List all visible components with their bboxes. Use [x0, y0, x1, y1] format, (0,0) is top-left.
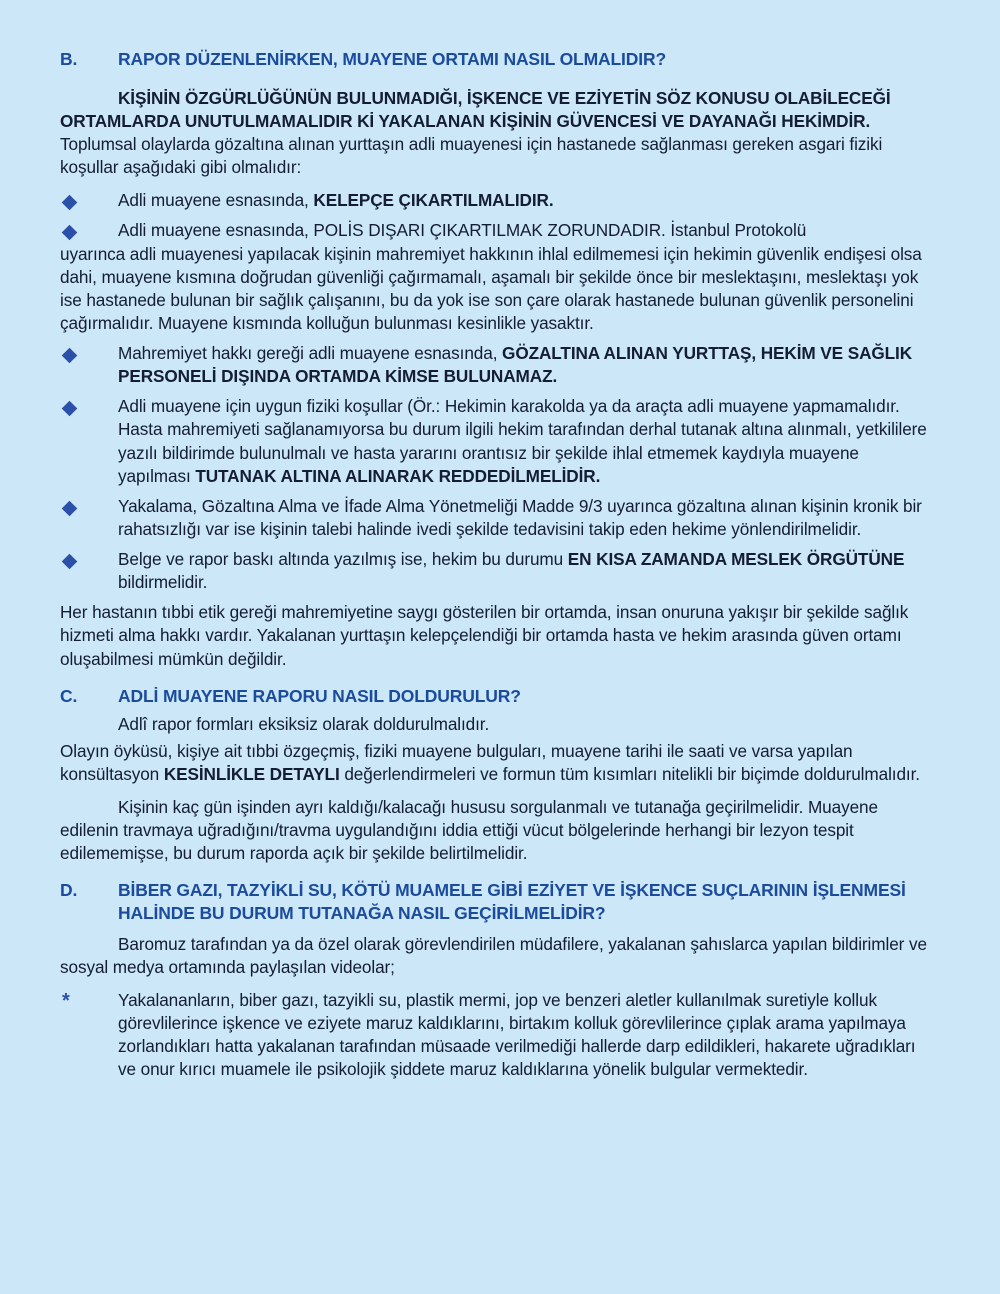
bullet-2-text: Adli muayene esnasında, POLİS DIŞARI ÇIKARTILMAK ZORUNDADIR. İstanbul Protokolü: [118, 220, 807, 241]
section-title-b: RAPOR DÜZENLENİRKEN, MUAYENE ORTAMI NASIL OLMALIDIR?: [118, 49, 666, 69]
bullet-4-text: Adli muayene için uygun fiziki koşullar (Ör.: Hekimin karakolda ya da araçta adli muayene yapmamalıdır. Hasta mahremiyeti sağlanamıyorsa bu durum ilgili hekim tarafından derhal tutanak altına alınmalı, yetkililere yazılı bildirimde bulunulmalı ve hasta yararını orantısız bir şekilde ihlal etmemek kaydıyla muayene yapılması: [118, 396, 927, 486]
section-c-paragraph-1: Adlî rapor formları eksiksiz olarak doldurulmalıdır.: [118, 714, 490, 735]
section-c-paragraph-2: [60, 740, 932, 786]
bullet-1-bold: KELEPÇE ÇIKARTILMALIDIR.: [313, 190, 554, 211]
bullet-6-bold: EN KISA ZAMANDA MESLEK ÖRGÜTÜNE: [567, 549, 905, 569]
diamond-bullet-icon: [62, 195, 78, 211]
spacer: [60, 982, 932, 989]
section-d-star-bullet-text: Yakalananların, biber gazı, tazyikli su, plastik mermi, jop ve benzeri aletler kullanılmak suretiyle kolluk görevlilerince işkence ve eziyete maruz kaldıklarını, birtakım kolluk görevlilerince çıplak arama yapılmaya zorlandıkları hatta yakalanan tarafından müsaade verilmediği hallerde darp edildikleri, hakarete uğradıkları ve onur kırıcı muamele ile psikolojik şiddete maruz kaldıklarına yönelik bulgular vermektedir.: [118, 989, 916, 1080]
diamond-bullet-icon: [62, 554, 78, 570]
diamond-bullet-icon: [62, 401, 78, 417]
list-item: [60, 395, 932, 488]
asterisk-bullet-icon: *: [62, 989, 70, 1012]
bullet-6-after: bildirmelidir.: [118, 572, 208, 593]
list-item: [60, 548, 932, 594]
section-marker-c: C.: [60, 685, 78, 706]
list-item: [60, 342, 932, 388]
bullet-1-text: Adli muayene esnasında,: [118, 190, 314, 211]
section-c-paragraph-2-post: değerlendirmeleri ve formun tüm kısımları nitelikli bir biçimde doldurulmalıdır.: [339, 763, 920, 784]
section-c-paragraph-2-pre: Olayın öyküsü, kişiye ait tıbbi özgeçmiş, fiziki muayene bulguları, muayene tarihi ile saati ve varsa yapılan konsültasyon: [60, 740, 853, 784]
bullet-3-bold: GÖZALTINA ALINAN YURTTAŞ, HEKİM VE SAĞLIK PERSONELİ DIŞINDA ORTAMDA KİMSE BULUNAMAZ.: [118, 343, 913, 387]
diamond-bullet-icon: [62, 348, 78, 364]
bullet-5-text: Yakalama, Gözaltına Alma ve İfade Alma Yönetmeliği Madde 9/3 uyarınca gözaltına alınan kişinin kronik bir rahatsızlığı var ise kişinin talebi halinde ivedi şekilde tedavisini takip eden hekime yönlendirilmelidir.: [118, 495, 922, 539]
diamond-bullet-icon: [62, 225, 78, 241]
section-b-intro-paragraph: [60, 87, 932, 180]
list-item: [60, 495, 932, 541]
bullet-4-bold: TUTANAK ALTINA ALINARAK REDDEDİLMELİDİR.: [195, 465, 601, 486]
spacer: [60, 182, 932, 189]
list-item: [60, 219, 932, 335]
section-b-closing-paragraph: Her hastanın tıbbi etik gereği mahremiyetine saygı gösterilen bir ortamda, insan onuruna yakışır bir şekilde sağlık hizmeti alma hakkı vardır. Yakalanan yurttaşın kelepçelendiği bir ortamda hasta ve hekim arasında güven ortamı oluşabilmesi mümkün değildir.: [60, 602, 909, 669]
section-c-paragraph-3: Kişinin kaç gün işinden ayrı kaldığı/kalacağı hususu sorgulanmalı ve tutanağa geçirilmelidir. Muayene edilenin travmaya uğradığını/travma uygulandığını iddia ettiği vücut bölgelerinde herhangi bir lezyon tespit edilememişse, bu durum raporda açık bir şekilde belirtilmelidir.: [60, 796, 878, 863]
bullet-3-text: Mahremiyet hakkı gereği adli muayene esnasında,: [118, 343, 503, 363]
section-heading-c: [60, 685, 932, 708]
bullet-2-continuation: uyarınca adli muayenesi yapılacak kişinin mahremiyet hakkının ihlal edilmemesi için hekimin güvenlik endişesi olsa dahi, muayene kısmına doğrudan güvenliği çağırmamalı, aşamalı bir şekilde önce bir meslektaşını, meslektaşı yok ise hastanede bulunan bir sağlık çalışanını, bu da yok ise son çare olarak hastanede bulunan güvenlik personelini çağırmalıdır. Muayene kısmında kolluğun bulunması kesinlikle yasaktır.: [60, 243, 922, 333]
bullet-6-text: Belge ve rapor baskı altında yazılmış ise, hekim bu durumu: [118, 549, 568, 569]
section-heading-d: [60, 879, 932, 925]
section-marker-d: D.: [60, 880, 78, 901]
section-c-paragraph-2-bold: KESİNLİKLE DETAYLI: [163, 763, 340, 784]
section-b-intro-bold: KİŞİNİN ÖZGÜRLÜĞÜNÜN BULUNMADIĞI, İŞKENCE VE EZİYETİN SÖZ KONUSU OLABİLECEĞİ ORTAMLARDA UNUTULMAMALIDIR Kİ YAKALANAN KİŞİNİN GÜVENCESİ VE DAYANAĞI HEKİMDİR.: [60, 87, 891, 131]
spacer: [60, 789, 932, 796]
list-item: [60, 989, 932, 1082]
section-title-d: BİBER GAZI, TAZYİKLİ SU, KÖTÜ MUAMELE GİBİ EZİYET VE İŞKENCE SUÇLARININ İŞLENMESİ HALİNDE BU DURUM TUTANAĞA NASIL GEÇİRİLMELİDİR?: [118, 880, 906, 923]
section-d-paragraph-1: Baromuz tarafından ya da özel olarak görevlendirilen müdafilere, yakalanan şahıslarca yapılan bildirimler ve sosyal medya ortamında paylaşılan videolar;: [60, 933, 927, 977]
section-b-bullet-list: [60, 189, 932, 594]
section-marker-b: B.: [60, 49, 78, 69]
diamond-bullet-icon: [62, 500, 78, 516]
section-b-intro-rest: Toplumsal olaylarda gözaltına alınan yurttaşın adli muayenesi için hastanede sağlanması gereken asgari fiziki koşullar aşağıdaki gibi olmalıdır:: [60, 134, 883, 178]
section-heading-b: [60, 48, 932, 71]
list-item: [60, 189, 932, 212]
section-title-c: ADLİ MUAYENE RAPORU NASIL DOLDURULUR?: [118, 685, 521, 706]
section-d-bullet-list: [60, 989, 932, 1082]
